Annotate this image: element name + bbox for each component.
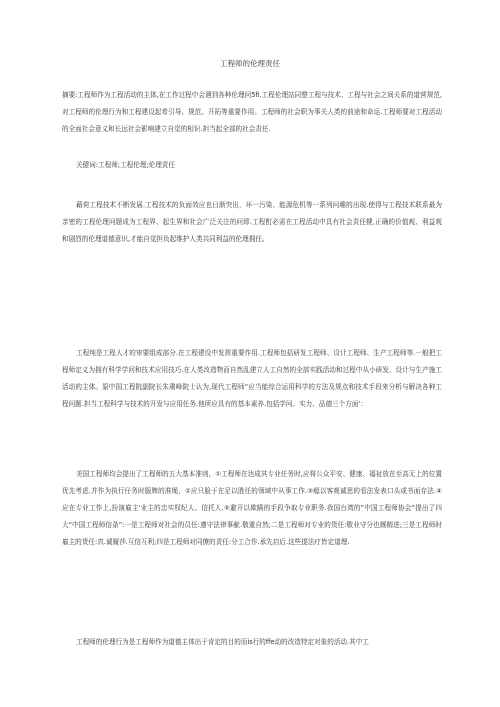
abstract-paragraph: 摘要:工程师作为工程活动的主体,在工作过程中会遇到各种伦理问5fi.工程伦理站同整工程与技术、工程与社会之间关系的道营规范,对工程师的伦理行为和工程建设起希引导、规范、开拓等重要作用。工程师的社会职为事关人类的前途和命运.工程师要对工程活动的全面社会意义和长远社会影响建立自觉的相识.担当起全部的社会责任.: [62, 91, 442, 133]
body-paragraph-3: 美国工程师均会提出了工程师的五大基本准则，①工程师在达成其专业任务时,应将公众平安、健康、福祉放在至高无上的位置优先考虑.并作为执行仔务时服牌的准绳，②应只脸于在足以胜任的领域中从事工作.③瘾以客观诚思的看法发表口头或书面存法.④应在专业工作上,扮演雇主'业主的忠实权纪人、信托人.⑤避开以欺瞒的手段争取专业职务.我国台湾的“中国工程师协会”提出了四大“中国工程师信条”:一是工程师对社会的员任:遵守法律事献.敬重自然;二是工程师对专业的货任:敬业守分也厩精进;三是工程师时雇主的货任:真.诚履莎.互信互利;四是工程师对同僚的责任:分工合作.承先启后.这些提法疗皆定道理.: [62, 470, 442, 546]
document-title: 工程师的伦理责任: [220, 59, 280, 68]
body-paragraph-1: 藉荷工程技术不断发展.工程技术的负面效应也日渐突出，坏一污染、能源危机等一系列问趣的出现.使得与工程技术联系最为亲密的工程伦理问题成为工程界、起生界和社会广泛关注的问即.工程酊必需在工程活动中具有社会责任犍,正确的价值观、利益观和剧烈的伦理道德意识,才能自觉担负起维护人类共同利益的伦理拥任。: [62, 201, 442, 243]
body-paragraph-4: 工程师的伦理行为是工程师作为道德主体出于肯定的目的而is行的ffe动的改造特定对象的活动.其中工: [76, 638, 369, 646]
body-paragraph-2: 工程纯是工程人才的审要组成部分.在工程建设中发挥重要作用.工程师包括研发工程师、设计工程师、生产工程师等.一般把工程师定义为拥有科学学问和技术应用技巧.在人类改造物而自然乱建立人工自然的全部实践活动和过程中从小研发、设计与生产施工活动的主体。原中国工程院副院长朱肅峰院士认为,现代工程师“应当能综合运用科学的方法及规点和技术手段来分析与解决各种工程问题.担当工程科学与技术的开发与应用任务.他所应具有的基本素养.包括学问、实力、品德三个方面’：: [62, 349, 442, 408]
keywords-line: 关健词:工程师;工程伦理;伦理责任: [76, 161, 175, 169]
